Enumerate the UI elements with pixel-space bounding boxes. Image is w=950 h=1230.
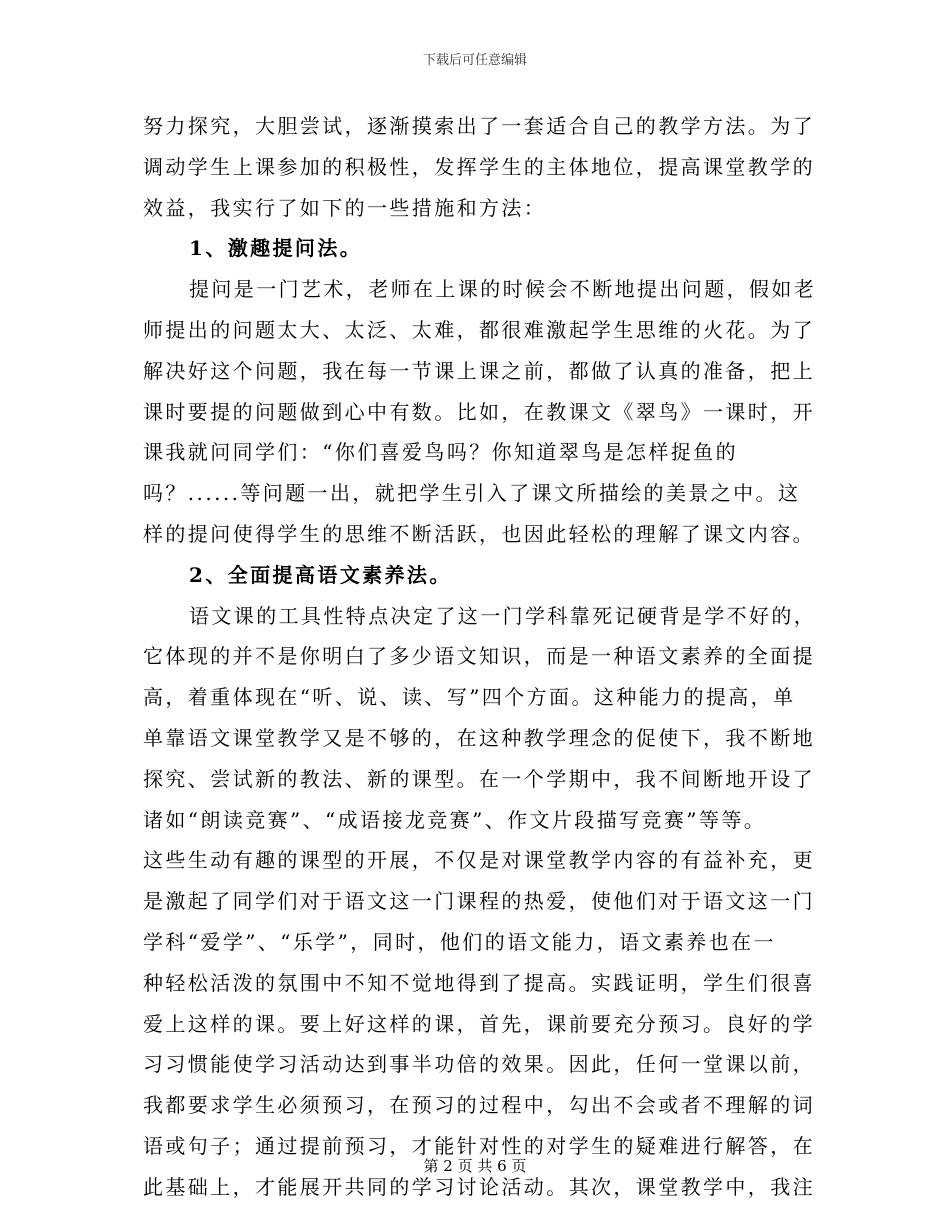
- body-line: 爱上这样的课。要上好这样的课，首先，课前要充分预习。良好的学: [143, 1011, 815, 1036]
- body-line: 高，着重体现在“听、说、读、写”四个方面。这种能力的提高，单: [143, 685, 796, 710]
- body-line: 调动学生上课参加的积极性，发挥学生的主体地位，提高课堂教学的: [143, 154, 815, 179]
- body-line: 此基础上，才能展开共同的学习讨论活动。其次，课堂教学中，我注: [143, 1174, 815, 1199]
- body-line: 样的提问使得学生的思维不断活跃，也因此轻松的理解了课文内容。: [143, 521, 815, 546]
- body-line: 诸如“朗读竞赛”、“成语接龙竞赛”、作文片段描写竞赛”等等。: [143, 807, 767, 832]
- header-note: 下载后可任意编辑: [422, 53, 527, 68]
- document-body: [143, 106, 817, 1208]
- page-number: 第 2 页 共 6 页: [423, 1157, 527, 1175]
- body-line: 单靠语文课堂教学又是不够的，在这种教学理念的促使下，我不断地: [143, 725, 815, 750]
- body-line: 吗？......等问题一出，就把学生引入了课文所描绘的美景之中。这: [143, 481, 801, 506]
- section-heading: 2、全面提高语文素养法。: [189, 562, 452, 587]
- paragraph-start-line: 语文课的工具性特点决定了这一门学科靠死记硬背是学不好的，: [189, 603, 817, 628]
- body-line: 课时要提的问题做到心中有数。比如，在教课文《翠鸟》一课时，开: [143, 399, 815, 424]
- body-line: 它体现的并不是你明白了多少语文知识，而是一种语文素养的全面提: [143, 644, 815, 669]
- body-line: 语或句子；通过提前预习，才能针对性的对学生的疑难进行解答，在: [143, 1133, 815, 1158]
- body-line: 师提出的问题太大、太泛、太难，都很难激起学生思维的火花。为了: [143, 317, 815, 342]
- body-line: 学科“爱学”、“乐学”，同时，他们的语文能力，语文素养也在一: [143, 929, 776, 954]
- body-line: 是激起了同学们对于语文这一门课程的热爱，使他们对于语文这一门: [143, 889, 815, 914]
- body-line: 效益，我实行了如下的一些措施和方法：: [143, 195, 547, 220]
- body-line: 努力探究，大胆尝试，逐渐摸索出了一套适合自己的教学方法。为了: [143, 114, 815, 138]
- body-line: 探究、尝试新的教法、新的课型。在一个学期中，我不间断地开设了: [143, 766, 815, 791]
- body-line: 我都要求学生必须预习，在预习的过程中，勾出不会或者不理解的词: [143, 1093, 815, 1118]
- body-line: 种轻松活泼的氛围中不知不觉地得到了提高。实践证明，学生们很喜: [143, 970, 815, 995]
- paragraph-start-line: 提问是一门艺术，老师在上课的时候会不断地提出问题，假如老: [189, 277, 817, 302]
- section-heading: 1、激趣提问法。: [189, 236, 363, 261]
- body-line: 解决好这个问题，我在每一节课上课之前，都做了认真的准备，把上: [143, 358, 815, 383]
- body-line: 这些生动有趣的课型的开展，不仅是对课堂教学内容的有益补充，更: [143, 848, 815, 873]
- body-line: 习习惯能使学习活动达到事半功倍的效果。因此，任何一堂课以前，: [143, 1052, 815, 1077]
- body-line: 课我就问同学们：“你们喜爱鸟吗？你知道翠鸟是怎样捉鱼的: [143, 440, 739, 465]
